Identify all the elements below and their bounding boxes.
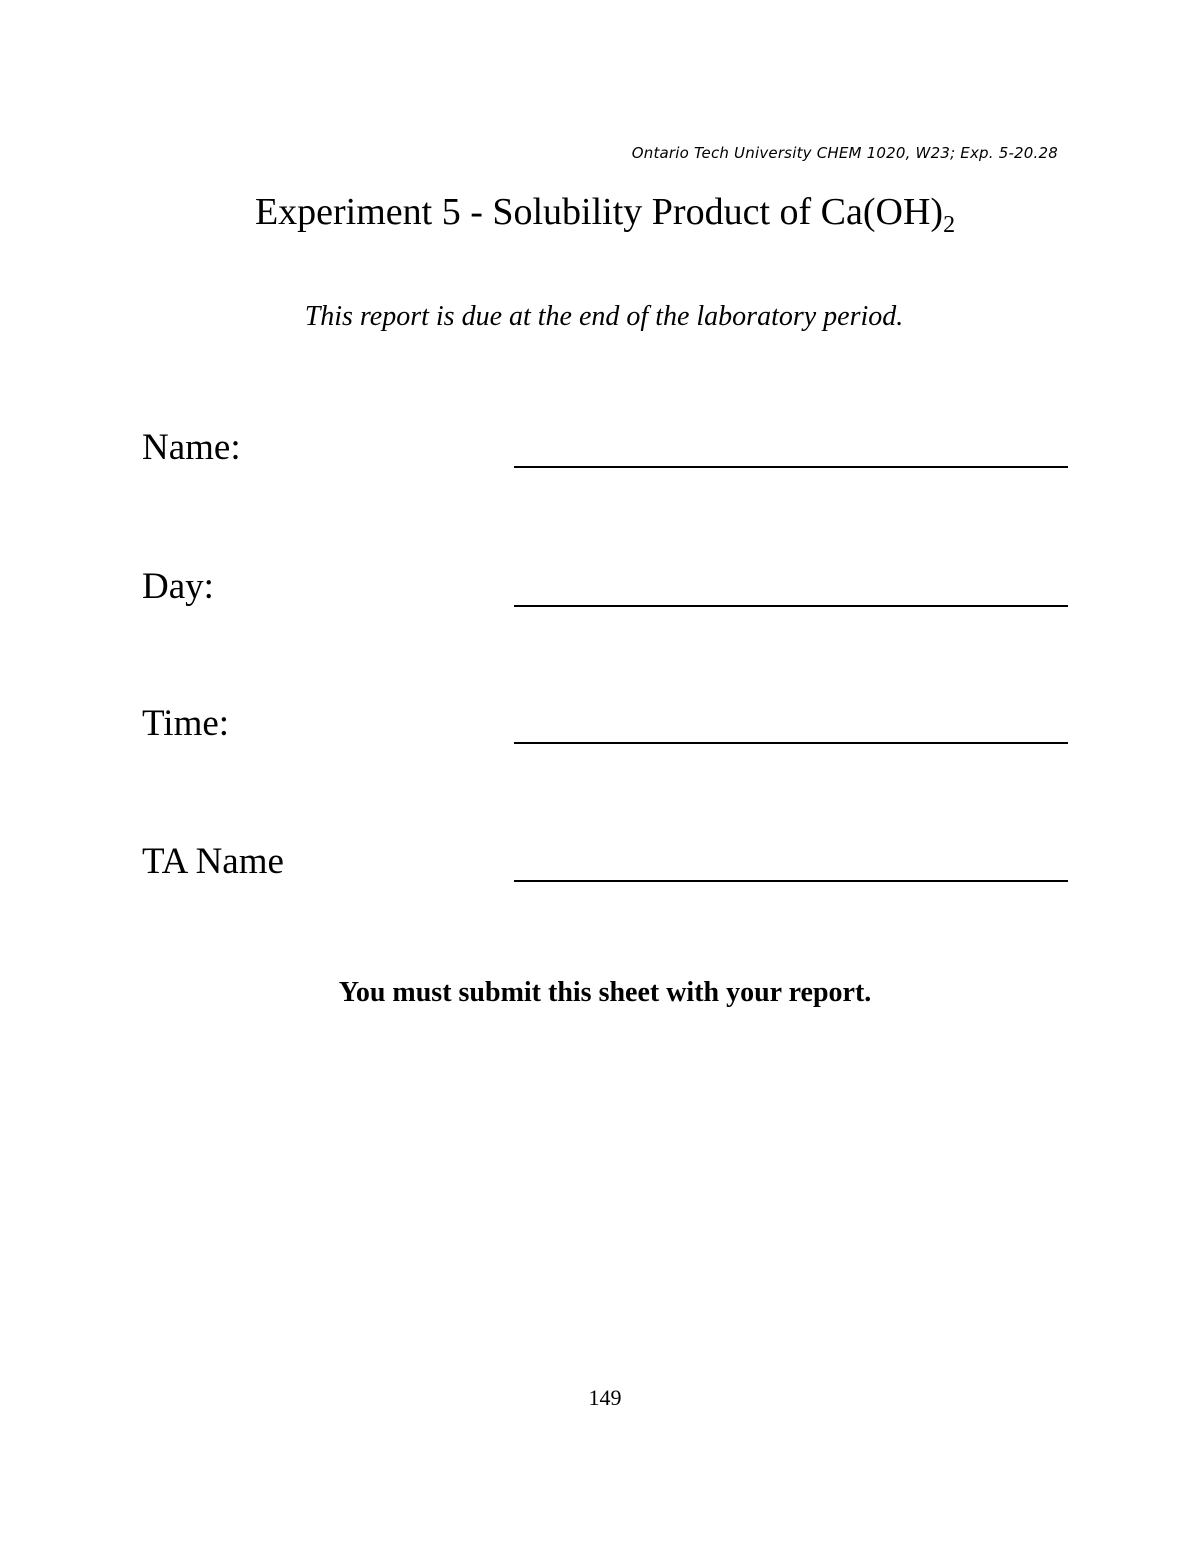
name-field-row	[142, 426, 1068, 476]
course-header-note: Ontario Tech University CHEM 1020, W23; Exp. 5-20.28	[631, 144, 1058, 162]
name-field-line[interactable]	[514, 466, 1068, 468]
ta-name-field-label: TA Name	[142, 841, 284, 882]
experiment-title-text: Experiment 5 - Solubility Product of Ca(OH)	[254, 191, 944, 233]
day-field-label: Day:	[142, 566, 214, 607]
time-field-row	[142, 702, 1068, 752]
ta-name-field-row	[142, 840, 1068, 890]
name-field-label: Name:	[142, 427, 241, 468]
day-field-row	[142, 565, 1068, 615]
experiment-title-subscript: 2	[943, 212, 956, 238]
page-number: 149	[588, 1385, 622, 1410]
time-field-label: Time:	[142, 703, 230, 744]
ta-name-field-line[interactable]	[514, 880, 1068, 882]
day-field-line[interactable]	[514, 605, 1068, 607]
experiment-title	[0, 190, 1200, 238]
submit-instruction: You must submit this sheet with your report.	[338, 977, 872, 1008]
due-note: This report is due at the end of the laboratory period.	[304, 301, 904, 332]
time-field-line[interactable]	[514, 742, 1068, 744]
